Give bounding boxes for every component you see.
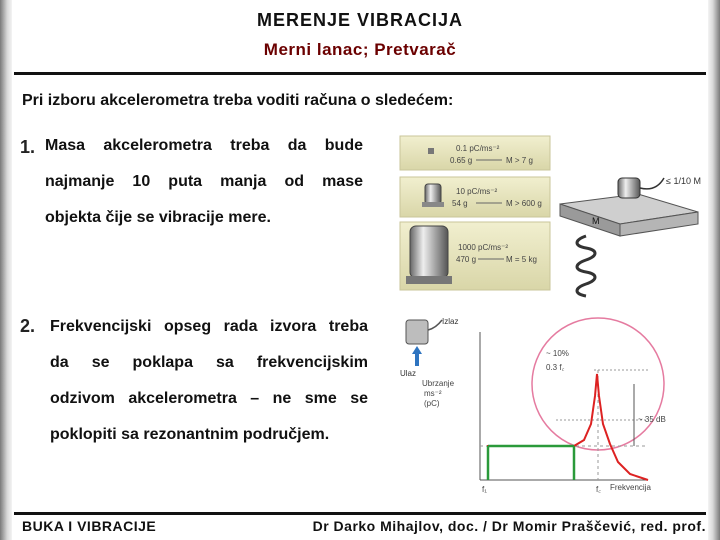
small-accelerometer-base [422, 202, 444, 207]
item-2-line-1: Frekvencijski opseg rada izvora treba [50, 318, 368, 335]
panel-1-spec: 0.1 pC/ms⁻² [456, 144, 500, 153]
panel-2-spec: 10 pC/ms⁻² [456, 187, 498, 196]
input-arrow-icon [412, 346, 422, 366]
tiny-accelerometer-icon [428, 148, 434, 154]
slide-title: MERENJE VIBRACIJA [256, 10, 464, 30]
item-1-text [45, 128, 363, 236]
item-2-line-4: poklopiti sa rezonantnim područjem. [50, 426, 330, 443]
footer-authors: Dr Darko Mihajlov, doc. / Dr Momir Praščević, red. prof. [312, 518, 706, 534]
panel-3-rule: M = 5 kg [506, 255, 537, 264]
f1-label: f₁ [482, 485, 487, 494]
sensor-output-cable [428, 320, 442, 330]
ylabel-line-1: Ubrzanje [422, 379, 455, 388]
right-frame [708, 0, 720, 540]
mounted-accelerometer-icon [618, 178, 640, 198]
sensor-icon [406, 320, 428, 344]
sensor-cable [640, 178, 664, 189]
panel-2-mass: 54 g [452, 199, 468, 208]
mass-panel-2 [400, 177, 550, 217]
slide-subtitle: Merni lanac; Pretvarač [263, 40, 457, 59]
pct-label: ~ 10% [546, 349, 569, 358]
item-1-line-3: objekta čije se vibracije mere. [45, 209, 271, 226]
frequency-figure [398, 312, 708, 502]
ylabel-line-3: (pC) [424, 399, 440, 408]
slide-header [14, 0, 706, 72]
item-1-line-1: Masa akcelerometra treba da bude [45, 137, 363, 154]
large-accelerometer-icon [410, 226, 448, 278]
fc-note-label: 0.3 f꜀ [546, 363, 565, 372]
fc-label: f꜀ [596, 485, 601, 494]
input-label: Ulaz [400, 369, 417, 378]
small-accelerometer-icon [425, 184, 441, 204]
item-1-number: 1. [20, 137, 36, 157]
mass-figure [398, 132, 708, 302]
panel-1-mass: 0.65 g [450, 156, 473, 165]
item-2-line-2: da se poklapa sa frekvencijskim [50, 354, 368, 371]
item-2-line-3: odzivom akcelerometra – ne sme se [50, 390, 368, 407]
spring-icon [577, 236, 595, 296]
ylabel-line-2: ms⁻² [424, 389, 442, 398]
db-label: ~ 35 dB [638, 415, 666, 424]
xlabel: Frekvencija [610, 483, 651, 492]
response-curve [488, 374, 648, 480]
item-1-line-2: najmanje 10 puta manja od mase [45, 173, 363, 190]
panel-3-mass: 470 g [456, 255, 477, 264]
left-frame [0, 0, 12, 540]
panel-3-spec: 1000 pC/ms⁻² [458, 243, 509, 252]
footer-course: BUKA I VIBRACIJE [22, 518, 157, 534]
output-label: Izlaz [442, 317, 459, 326]
footer-divider [14, 512, 706, 515]
mass-ratio-label: ≤ 1/10 M [666, 176, 701, 186]
panel-1-rule: M > 7 g [506, 156, 533, 165]
large-accelerometer-base [406, 276, 452, 284]
panel-2-rule: M > 600 g [506, 199, 542, 208]
item-2-text [50, 309, 368, 453]
item-2-number: 2. [20, 316, 36, 336]
object-mass-label: M [592, 216, 600, 226]
intro-text: Pri izboru akcelerometra treba voditi računa o sledećem: [22, 92, 454, 109]
header-divider [14, 72, 706, 75]
